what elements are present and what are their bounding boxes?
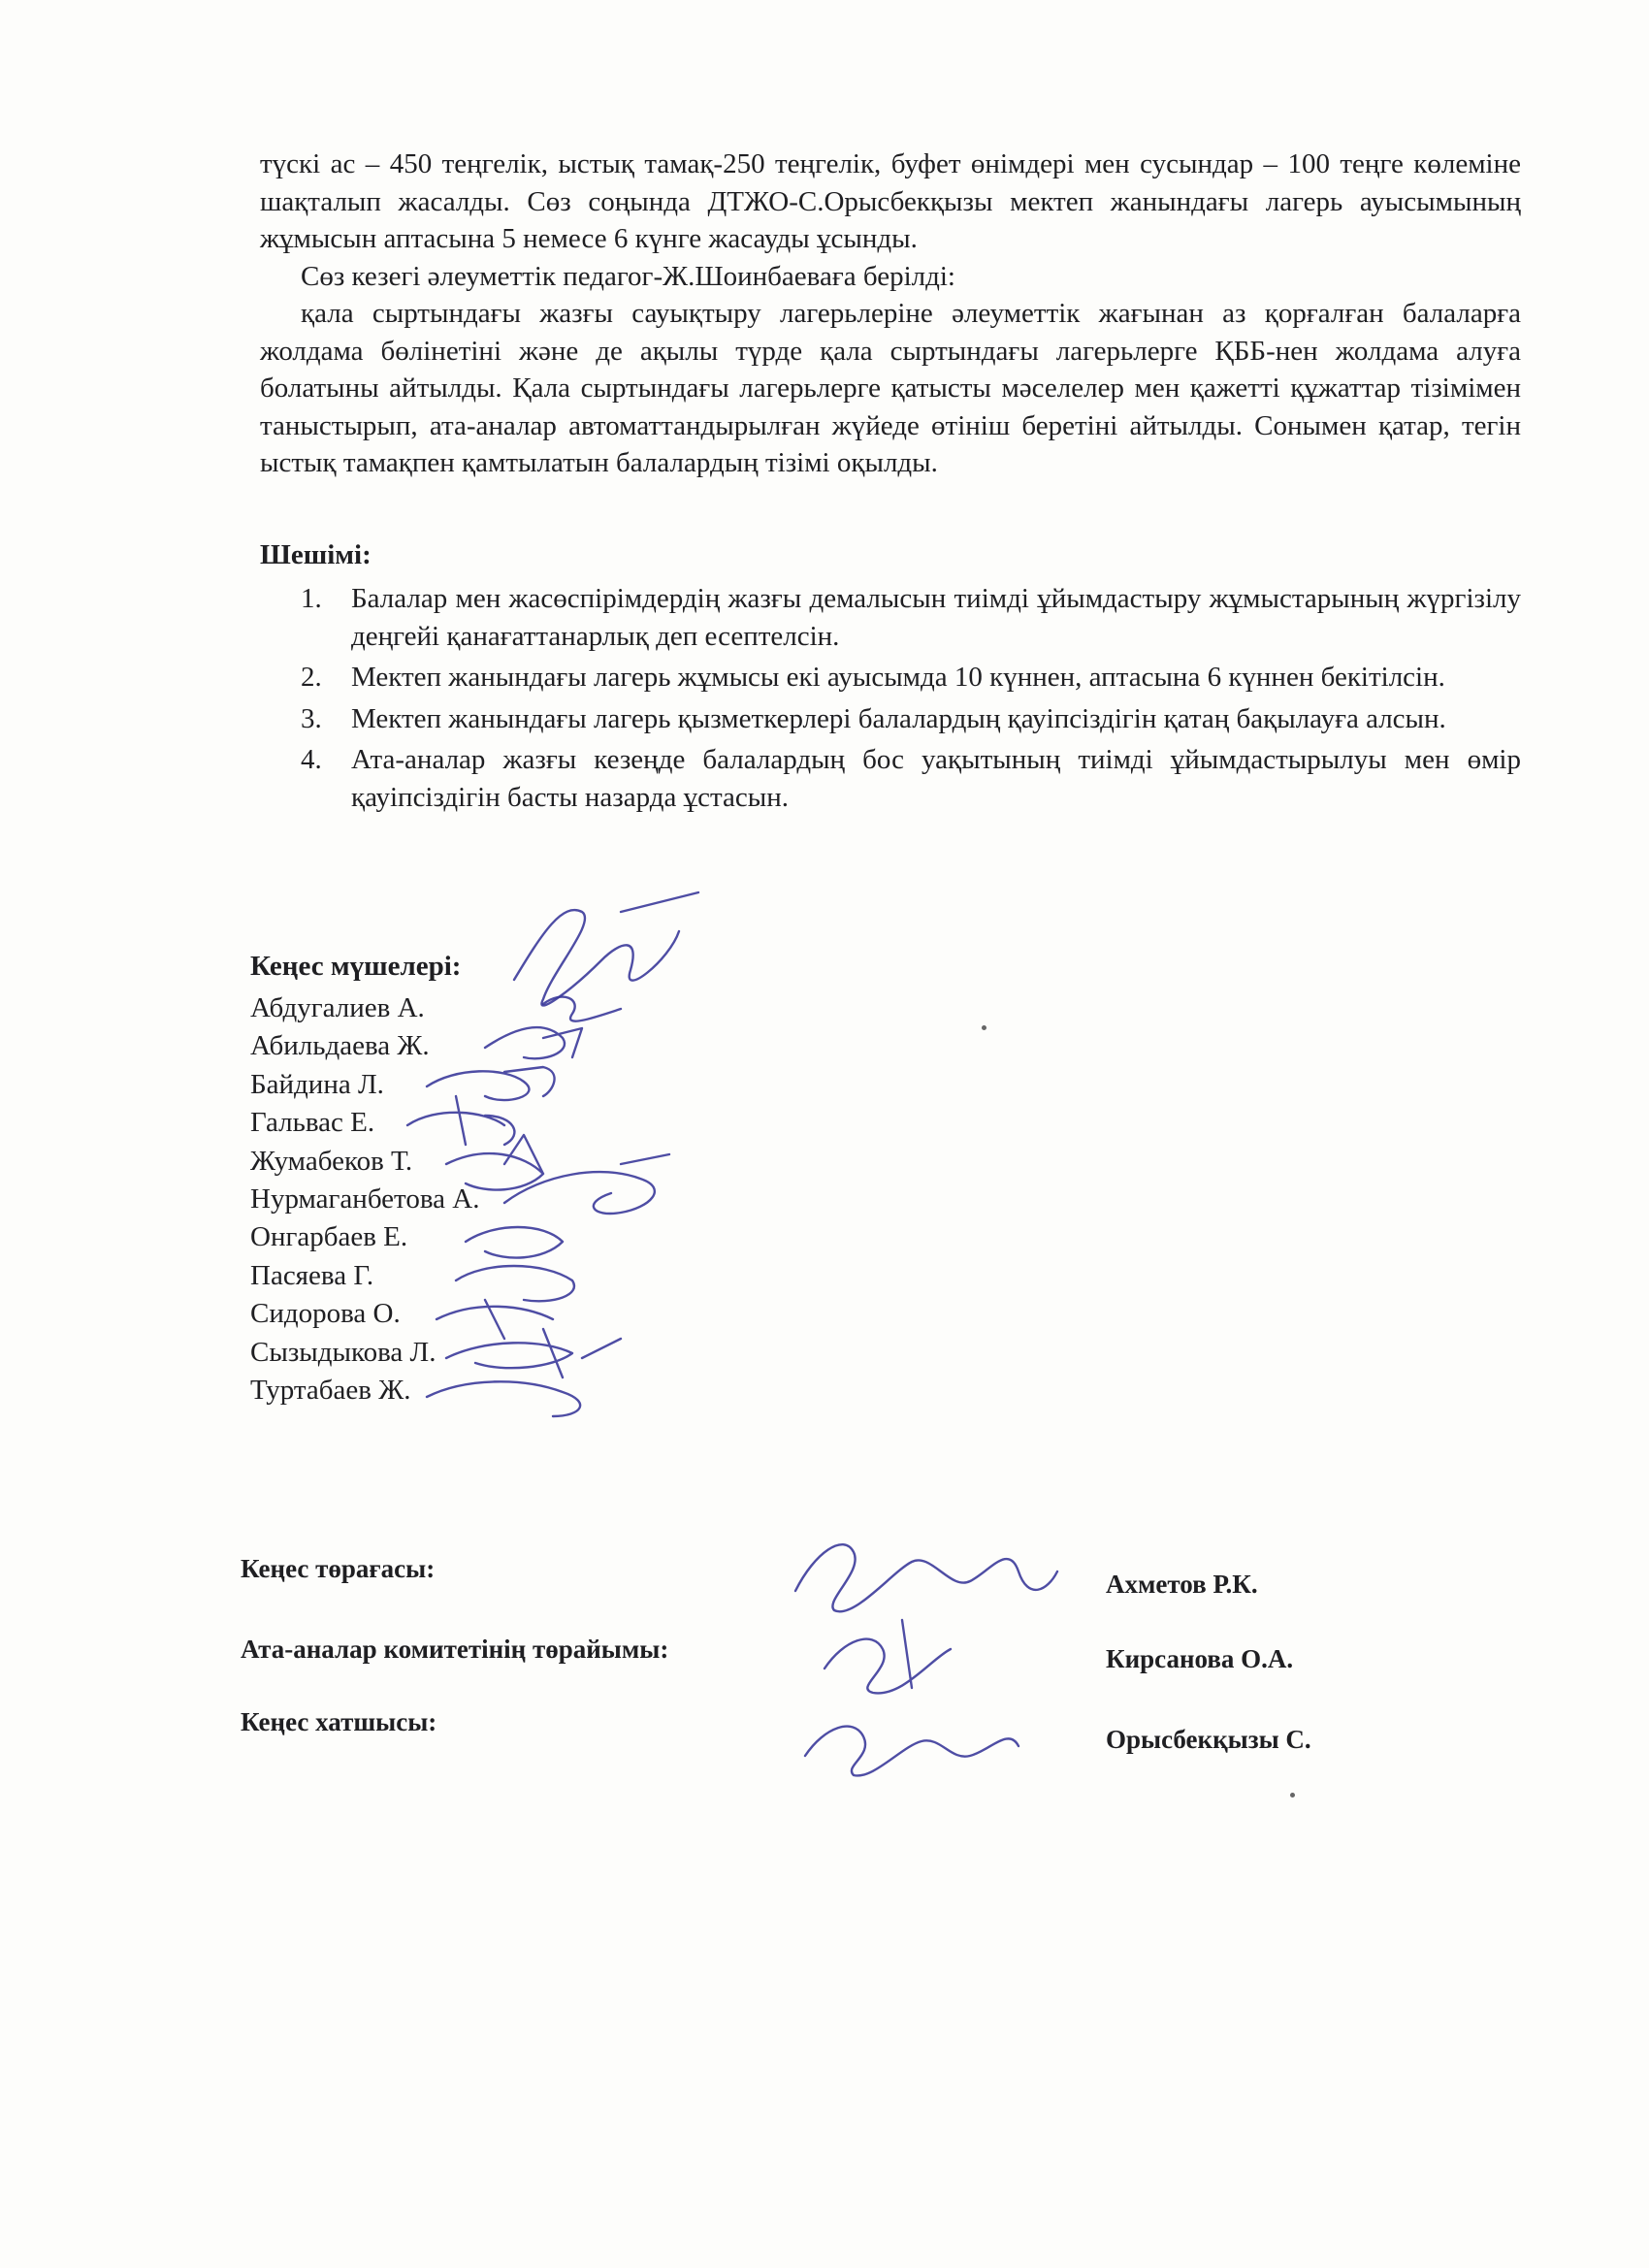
scan-speck <box>1290 1793 1295 1798</box>
decision-item-text: Ата-аналар жазғы кезеңде балалардың бос уақытының тиімді ұйымдастырылуы мен өмір қауіпсіздігін басты назарда ұстасын. <box>351 744 1521 813</box>
body-text <box>260 146 1521 482</box>
member-name: Жумабеков Т. <box>250 1145 413 1177</box>
chair-name: Ахметов Р.К. <box>1106 1570 1258 1599</box>
paragraph-camp-vouchers: қала сыртындағы жазғы сауықтыру лагерьлеріне әлеуметтік жағынан аз қорғалған балаларға жолдама бөлінетіні және де ақылы түрде қала сыртындағы лагерьлерге ҚББ-нен жолдама алуға болатыны айтылды. Қала сыртындағы лагерьлерге қатысты мәселелер мен қажетті құжаттар тізімімен таныстырып, ата-аналар автоматтандырылған жүйеде өтініш беретіні айтылды. Сонымен қатар, тегін ыстық тамақпен қамтылатын балалардың тізімі оқылды. <box>260 298 1521 478</box>
member-name: Байдина Л. <box>250 1068 384 1100</box>
paragraph-lunch-costs: түскі ас – 450 теңгелік, ыстық тамақ-250 теңгелік, буфет өнімдері мен сусындар – 100 теңге көлеміне шақталып жасалды. Сөз соңында ДТЖО-С.Орысбекқызы мектеп жанындағы лагерь ауысымының жұмысын аптасына 5 немесе 6 күнге жасауды ұсынды. <box>260 148 1521 254</box>
paragraph-social-pedagogue: Сөз кезегі әлеуметтік педагог-Ж.Шоинбаеваға берілді: <box>301 260 955 292</box>
member-name: Онгарбаев Е. <box>250 1221 408 1253</box>
decision-item-text: Мектеп жанындағы лагерь қызметкерлері балалардың қауіпсіздігін қатаң бақылауға алсын. <box>351 702 1446 734</box>
decision-item <box>291 700 1521 738</box>
decision-item-number: 4. <box>301 744 322 775</box>
decision-item-number: 1. <box>301 583 322 614</box>
chair-signature <box>795 1544 1057 1611</box>
committee-chair-label: Ата-аналар комитетінің төрайымы: <box>241 1635 669 1664</box>
committee-chair-name: Кирсанова О.А. <box>1106 1644 1294 1673</box>
scan-speck <box>982 1025 986 1030</box>
member-name: Туртабаев Ж. <box>250 1375 411 1407</box>
decision-item <box>291 659 1521 697</box>
member-name: Абильдаева Ж. <box>250 1030 430 1062</box>
secretary-signature <box>805 1727 1018 1776</box>
secretary-label: Кеңес хатшысы: <box>241 1707 437 1736</box>
member-name: Нурмаганбетова А. <box>250 1183 480 1215</box>
decision-item <box>291 580 1521 655</box>
decision-item <box>291 741 1521 816</box>
decision-item-number: 2. <box>301 662 322 693</box>
member-name: Гальвас Е. <box>250 1107 375 1139</box>
decision-item-text: Мектеп жанындағы лагерь жұмысы екі ауысымда 10 күннен, аптасына 6 күннен бекітілсін. <box>351 662 1445 693</box>
secretary-name: Орысбекқызы С. <box>1106 1725 1311 1754</box>
members-title: Кеңес мүшелері: <box>250 951 462 982</box>
member-name: Абдугалиев А. <box>250 992 425 1023</box>
decision-title: Шешімі: <box>260 539 372 570</box>
member-name: Сызыдыкова Л. <box>250 1336 436 1368</box>
committee-chair-signature <box>824 1620 951 1693</box>
decision-list <box>291 580 1521 820</box>
member-name: Пасяева Г. <box>250 1259 374 1291</box>
member-name: Сидорова О. <box>250 1298 401 1330</box>
chair-label: Кеңес төрағасы: <box>241 1554 436 1583</box>
decision-item-number: 3. <box>301 702 322 734</box>
decision-item-text: Балалар мен жасөспірімдердің жазғы демалысын тиімді ұйымдастыру жұмыстарының жүргізілу деңгейі қанағаттанарлық деп есептелсін. <box>351 583 1521 652</box>
members-list <box>250 989 479 1409</box>
